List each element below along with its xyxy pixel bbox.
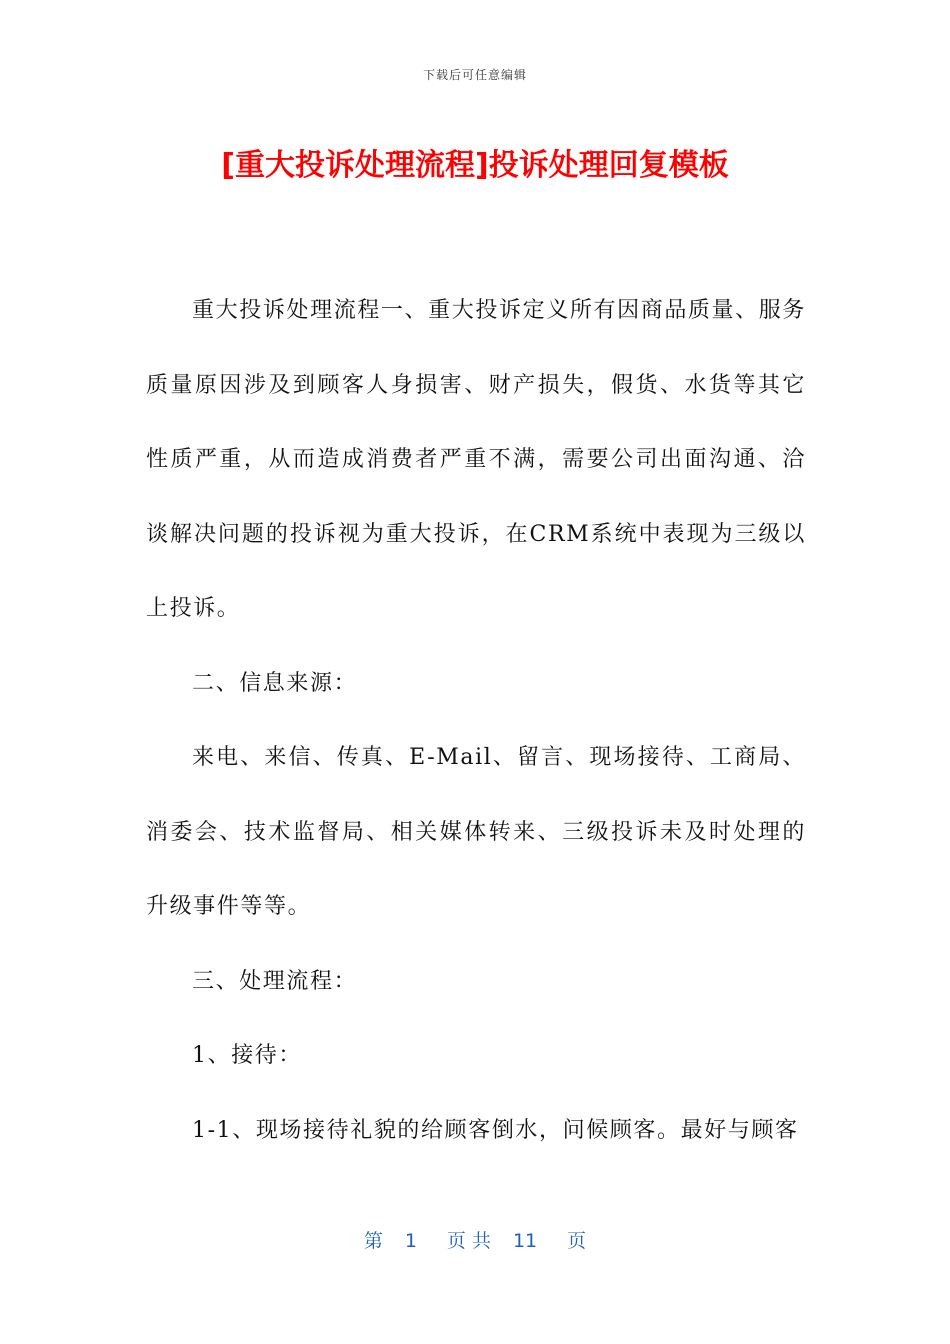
- paragraph-sources: 来电、来信、传真、E-Mail、留言、现场接待、工商局、消委会、技术监督局、相关媒体转来、三级投诉未及时处理的升级事件等等。: [146, 745, 806, 919]
- paragraph-source-heading: 二、信息来源：: [192, 670, 358, 696]
- footer-middle: 页 共: [446, 1230, 491, 1252]
- footer-page-number: 1: [404, 1230, 417, 1252]
- footer-suffix: 页: [567, 1230, 587, 1252]
- document-title: [重大投诉处理流程]投诉处理回复模板: [221, 148, 729, 183]
- paragraph-reception-heading: 1、接待：: [192, 1043, 302, 1068]
- footer-prefix: 第: [363, 1230, 383, 1252]
- paragraph-definition: 重大投诉处理流程一、重大投诉定义所有因商品质量、服务质量原因涉及到顾客人身损害、财产损失，假货、水货等其它性质严重，从而造成消费者严重不满，需要公司出面沟通、洽谈解决问题的投诉视为重大投诉，在CRM系统中表现为三级以上投诉。: [146, 298, 806, 621]
- footer-total-pages: 11: [512, 1230, 538, 1252]
- page-footer: [0, 1226, 950, 1253]
- paragraph-reception-detail: 1-1、现场接待礼貌的给顾客倒水，问候顾客。最好与顾客: [192, 1117, 799, 1143]
- page-header-note: 下载后可任意编辑: [422, 68, 527, 82]
- document-body: [146, 274, 806, 1168]
- paragraph-process-heading: 三、处理流程：: [192, 968, 358, 994]
